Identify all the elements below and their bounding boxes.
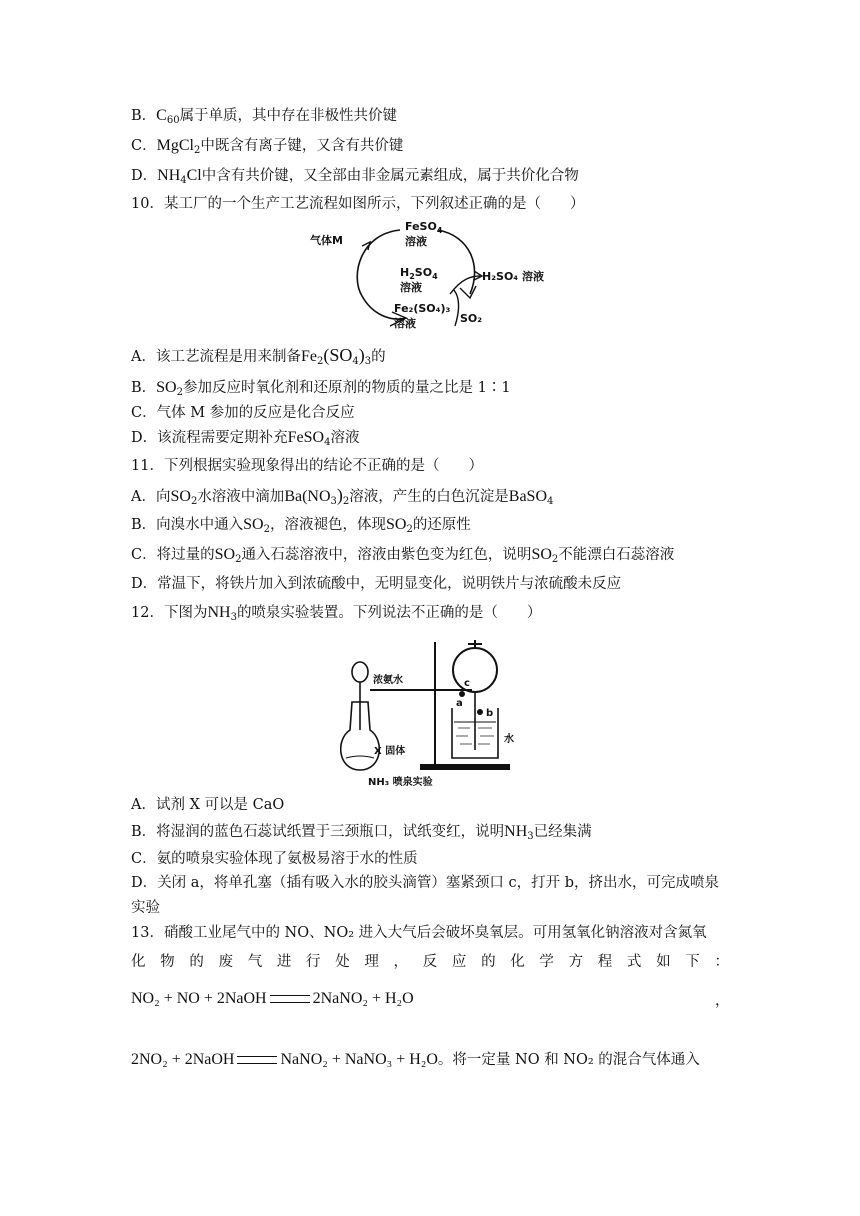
q9-option-b <box>131 106 397 131</box>
formula: (SO <box>323 345 353 365</box>
q12-option-a: A．试剂 X 可以是 CaO <box>131 797 285 813</box>
char: 的 <box>189 954 204 970</box>
char: 反 <box>422 954 438 970</box>
option-text: 的 <box>371 349 386 365</box>
formula: Fe <box>300 348 317 365</box>
option-text: 溶液 <box>330 430 360 446</box>
formula: BaSO <box>508 488 548 505</box>
q12-option-d-line1: D．关闭 a，将单孔塞（插有吸入水的胶头滴管）塞紧颈口 c，打开 b，挤出水，可完成喷泉 <box>131 875 719 891</box>
formula: NH <box>157 167 181 184</box>
h2so4-label: $H_2SO_4$ <box>400 266 438 281</box>
option-text: 已经集满 <box>533 824 592 840</box>
subscript: 4 <box>352 356 359 367</box>
char: 废 <box>218 954 234 970</box>
q13-stem-line2 <box>131 952 729 972</box>
formula: ) <box>336 485 343 505</box>
char: 化 <box>131 954 146 970</box>
char: 的 <box>481 954 496 970</box>
formula: NH <box>207 604 231 621</box>
q10-option-b <box>131 378 511 403</box>
fe2so43-solution-label: 溶液 <box>394 317 416 330</box>
formula: NH <box>504 823 528 840</box>
q9-option-c <box>131 136 403 161</box>
formula: SO <box>156 379 177 396</box>
subscript: 2 <box>316 356 324 367</box>
q10-stem: 10．某工厂的一个生产工艺流程如图所示，下列叙述正确的是（ ） <box>131 196 585 212</box>
q12-fountain-apparatus <box>340 630 520 790</box>
q12-option-c: C．氨的喷泉实验体现了氨极易溶于水的性质 <box>131 851 418 867</box>
q12-option-d-line2: 实验 <box>131 900 160 916</box>
char: ， <box>393 954 409 970</box>
option-text: 属于单质，其中存在非极性共价键 <box>179 108 398 124</box>
option-text: 的还原性 <box>412 517 471 533</box>
valve-b-label: b <box>486 708 494 719</box>
formula: C <box>156 107 167 124</box>
formula: Cl <box>186 167 202 184</box>
subscript: 4 <box>547 496 554 507</box>
q11-stem: 11．下列根据实验现象得出的结论不正确的是（ ） <box>131 458 483 474</box>
option-text: A．该工艺流程是用来制备 <box>131 349 301 365</box>
equation-rhs: NaNO₂ + NaNO₃ + H₂O <box>280 1051 438 1068</box>
equation-lhs: NO₂ + NO + 2NaOH <box>131 990 267 1007</box>
char: 气 <box>247 954 263 970</box>
option-text: 通入石蕊溶液中，溶液由紫色变为红色，说明 <box>241 547 532 563</box>
option-text: A．向 <box>131 489 171 505</box>
option-text: D．该流程需要定期补充 <box>131 430 288 446</box>
option-text: 水溶液中滴加 <box>197 489 285 505</box>
option-text: 溶液，产生的白色沉淀是 <box>349 489 509 505</box>
char: 方 <box>568 954 584 970</box>
subscript: 3 <box>527 831 534 842</box>
feso4-label: FeSO$_4$ <box>405 220 443 235</box>
subscript: 3 <box>330 496 337 507</box>
subscript: 3 <box>230 612 237 623</box>
formula: SO <box>531 546 552 563</box>
subscript: 2 <box>176 387 183 398</box>
char: 学 <box>539 954 554 970</box>
h2so4-solution-label: 溶液 <box>400 281 422 294</box>
char: 化 <box>510 954 525 970</box>
q12-stem <box>131 603 541 628</box>
apparatus-caption: NH₃ 喷泉实验 <box>368 777 433 788</box>
equals-sign <box>270 995 310 1003</box>
q13-equation-2 <box>131 1050 700 1070</box>
q10-option-d <box>131 428 359 453</box>
subscript: 2 <box>406 524 413 535</box>
q11-option-b <box>131 515 471 540</box>
h2so4-output-label: H₂SO₄ 溶液 <box>482 270 544 283</box>
option-text: 中含有共价键，又全部由非金属元素组成，属于共价化合物 <box>201 168 579 184</box>
q11-option-a <box>131 485 553 512</box>
subscript: 2 <box>342 496 350 507</box>
q13-equation-1-end: ， <box>715 993 730 1009</box>
subscript: 2 <box>190 496 198 507</box>
formula: FeSO <box>287 429 325 446</box>
option-text: B．将湿润的蓝色石蕊试纸置于三颈瓶口，试纸变红，说明 <box>131 824 505 840</box>
subscript: 2 <box>193 145 201 156</box>
subscript: 2 <box>263 524 270 535</box>
char: 下 <box>685 954 700 970</box>
char: 处 <box>335 954 350 970</box>
q9-option-d <box>131 166 579 191</box>
char: 进 <box>276 954 292 970</box>
q10-process-diagram <box>310 216 550 338</box>
formula: SO <box>243 516 264 533</box>
neck-c-label: c <box>464 678 470 689</box>
q11-option-d: D．常温下，将铁片加入到浓硫酸中，无明显变化，说明铁片与浓硫酸未反应 <box>131 576 622 592</box>
option-letter: C． <box>131 138 157 154</box>
subscript: 4 <box>180 175 187 186</box>
char: 如 <box>656 954 671 970</box>
formula: SO <box>170 488 191 505</box>
q11-option-c <box>131 545 674 570</box>
option-letter: B． <box>131 380 157 396</box>
formula: SO <box>385 516 407 533</box>
formula: ) <box>358 345 365 365</box>
valve-a-label: a <box>456 698 463 709</box>
char: 行 <box>306 954 321 970</box>
water-label: 水 <box>504 734 514 745</box>
char: 应 <box>451 954 467 970</box>
option-letter: B． <box>131 108 157 124</box>
option-text: ，溶液褪色，体现 <box>269 517 386 533</box>
equation-lhs: 2NO₂ + 2NaOH <box>131 1051 235 1068</box>
q13-stem-line1: 13．硝酸工业尾气中的 NO、NO₂ 进入大气后会破坏臭氧层。可用氢氧化钠溶液对含氮氧 <box>131 925 707 941</box>
fe2so43-label: Fe₂(SO₄)₃ <box>394 302 451 315</box>
option-letter: D． <box>131 168 158 184</box>
formula: SO <box>214 546 236 563</box>
formula: Ba(NO <box>284 488 331 505</box>
formula: MgCl <box>156 137 194 154</box>
option-text: 参加反应时氧化剂和还原剂的物质的量之比是 1∶1 <box>182 380 511 396</box>
subscript: 2 <box>235 554 242 565</box>
gas-m-label: 气体M <box>310 234 343 247</box>
option-text: B．向溴水中通入 <box>131 517 244 533</box>
equation-rhs: 2NaNO₂ + H₂O <box>312 990 414 1007</box>
equals-sign <box>237 1056 277 1064</box>
char: 式 <box>626 954 642 970</box>
x-solid-label: X 固体 <box>374 746 406 757</box>
stem-text: 的喷泉实验装置。下列说法不正确的是（ ） <box>236 605 542 621</box>
feso4-solution-label: 溶液 <box>405 235 427 248</box>
subscript: 3 <box>364 356 372 367</box>
option-text: 不能漂白石蕊溶液 <box>558 547 675 563</box>
stem-text: 。将一定量 NO 和 NO₂ 的混合气体通入 <box>437 1052 700 1068</box>
q10-option-a <box>131 345 386 372</box>
option-text: C．将过量的 <box>131 547 215 563</box>
subscript: 60 <box>166 115 180 126</box>
subscript: 4 <box>324 437 331 448</box>
char: 理 <box>364 954 379 970</box>
q13-equation-1 <box>131 989 414 1009</box>
char: ： <box>714 954 729 970</box>
subscript: 2 <box>551 554 559 565</box>
char: 程 <box>597 954 613 970</box>
conc-ammonia-label: 浓氨水 <box>373 675 403 686</box>
so2-label: SO₂ <box>460 312 483 325</box>
q12-option-b <box>131 822 592 847</box>
option-text: 中既含有离子键，又含有共价键 <box>200 138 404 154</box>
char: 物 <box>160 954 175 970</box>
stem-text: 12．下图为 <box>131 605 208 621</box>
q10-option-c: C．气体 M 参加的反应是化合反应 <box>131 405 355 421</box>
